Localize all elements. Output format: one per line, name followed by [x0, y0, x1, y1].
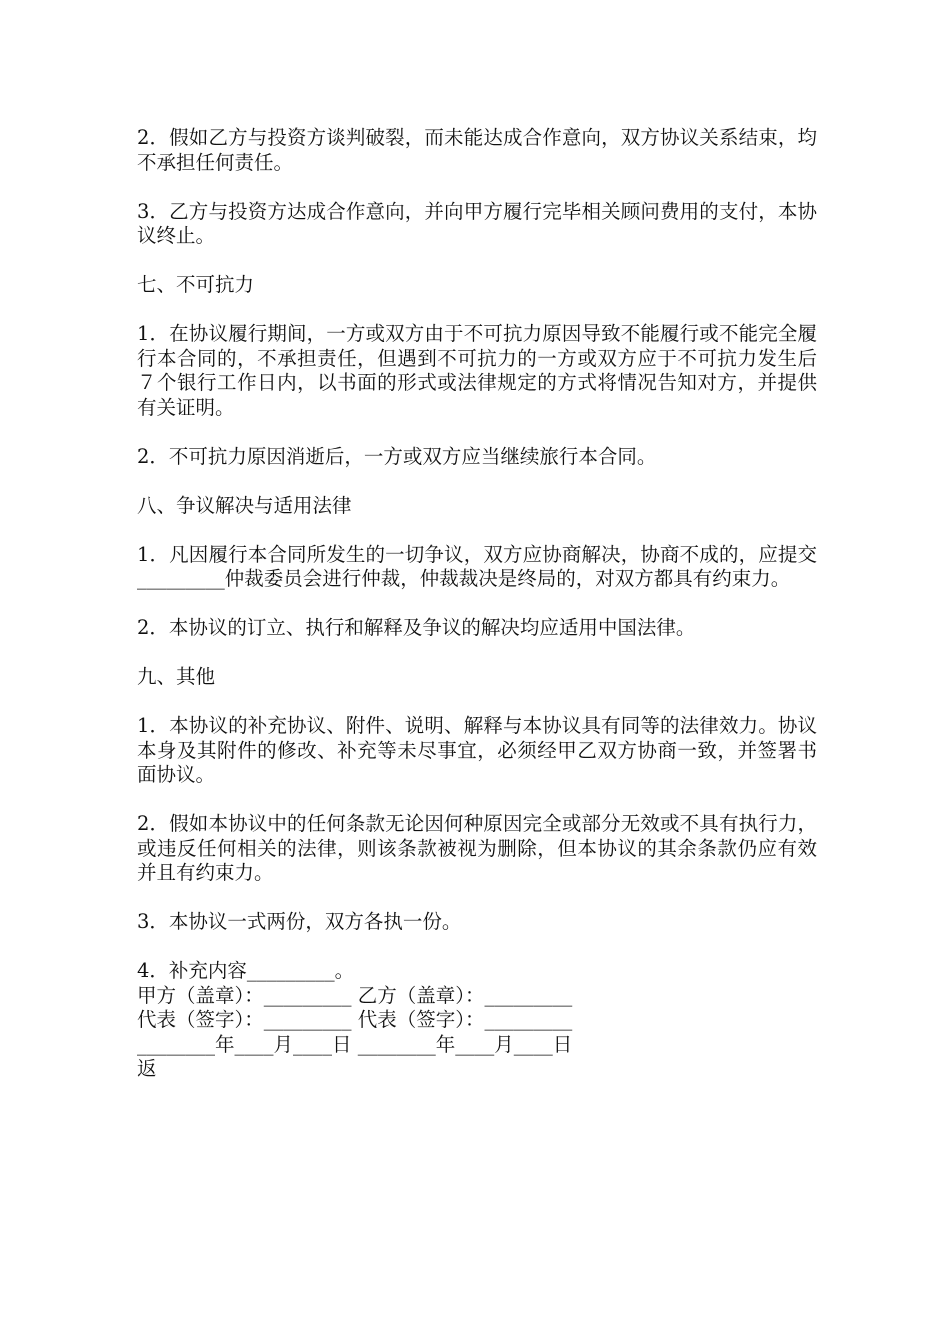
return-text: 返 [137, 1057, 157, 1080]
document-page [137, 126, 817, 1082]
paragraph-clause-6-3: 3．乙方与投资方达成合作意向，并向甲方履行完毕相关顾问费用的支付，本协议终止。 [137, 199, 817, 247]
paragraph-clause-9-3: 3．本协议一式两份，双方各执一份。 [137, 910, 462, 933]
section-heading-other: 九、其他 [137, 665, 216, 688]
date-line: ________年____月____日 ________年____月____日 [137, 1032, 573, 1056]
section-heading-force-majeure: 七、不可抗力 [137, 273, 255, 296]
paragraph-clause-8-1: 1．凡因履行本合同所发生的一切争议，双方应协商解决，协商不成的，应提交_________仲裁委员会进行仲裁，仲裁裁决是终局的，对双方都具有约束力。 [137, 542, 817, 590]
seal-line: 甲方（盖章）：_________ 乙方（盖章）：_________ [137, 983, 573, 1007]
supplement-line: 4．补充内容_________。 [137, 959, 355, 982]
paragraph-clause-7-2: 2．不可抗力原因消逝后，一方或双方应当继续旅行本合同。 [137, 444, 657, 468]
paragraph-clause-6-2: 2．假如乙方与投资方谈判破裂，而未能达成合作意向，双方协议关系结束，均不承担任何责任。 [137, 126, 817, 174]
signature-block [137, 959, 817, 1082]
paragraph-clause-8-2: 2．本协议的订立、执行和解释及争议的解决均应适用中国法律。 [137, 616, 696, 639]
paragraph-clause-9-2: 2．假如本协议中的任何条款无论因何种原因完全或部分无效或不具有执行力，或违反任何相关的法律，则该条款被视为删除，但本协议的其余条款仍应有效并且有约束力。 [137, 812, 817, 884]
paragraph-clause-9-1: 1．本协议的补充协议、附件、说明、解释与本协议具有同等的法律效力。协议本身及其附件的修改、补充等未尽事宜，必须经甲乙双方协商一致，并签署书面协议。 [137, 714, 817, 786]
signature-line: 代表（签字）：_________ 代表（签字）：_________ [137, 1008, 573, 1031]
paragraph-clause-7-1: 1．在协议履行期间，一方或双方由于不可抗力原因导致不能履行或不能完全履行本合同的，不承担责任，但遇到不可抗力的一方或双方应于不可抗力发生后７个银行工作日内，以书面的形式或法律规定的方式将情况告知对方，并提供有关证明。 [137, 322, 817, 419]
section-heading-dispute-resolution: 八、争议解决与适用法律 [137, 493, 352, 517]
